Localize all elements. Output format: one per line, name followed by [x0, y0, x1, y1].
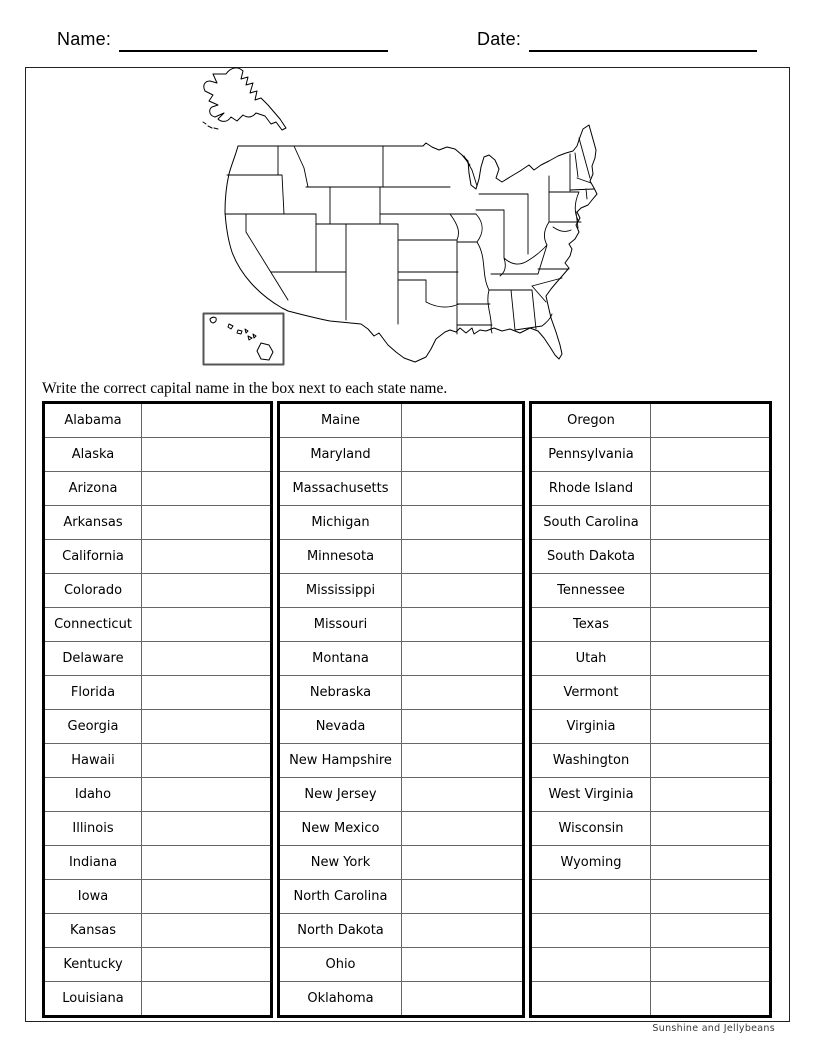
capital-answer-cell[interactable]	[402, 778, 524, 812]
capital-answer-cell[interactable]	[142, 642, 272, 676]
capital-answer-cell[interactable]	[142, 710, 272, 744]
hawaii-islands	[210, 317, 273, 360]
state-name-cell: Florida	[44, 676, 142, 710]
state-name-cell: Mississippi	[279, 574, 402, 608]
table-row	[279, 812, 524, 846]
state-borders	[225, 138, 594, 334]
capital-answer-cell[interactable]	[402, 914, 524, 948]
table-row	[279, 710, 524, 744]
alaska-outline	[204, 68, 286, 130]
table-row	[279, 846, 524, 880]
capital-answer-cell[interactable]	[402, 812, 524, 846]
table-row	[44, 948, 272, 982]
table-row	[44, 472, 272, 506]
state-name-cell: Hawaii	[44, 744, 142, 778]
capital-answer-cell[interactable]	[402, 608, 524, 642]
table-row	[531, 982, 771, 1017]
state-name-cell: North Dakota	[279, 914, 402, 948]
state-name-cell: Maryland	[279, 438, 402, 472]
state-name-cell: Arkansas	[44, 506, 142, 540]
capital-answer-cell[interactable]	[651, 438, 771, 472]
table-row	[279, 540, 524, 574]
state-name-cell: Missouri	[279, 608, 402, 642]
table-row	[44, 506, 272, 540]
state-name-cell: Oregon	[531, 403, 651, 438]
capital-answer-cell[interactable]	[651, 778, 771, 812]
table-row	[44, 982, 272, 1017]
name-blank-line[interactable]	[119, 26, 388, 52]
table-row	[279, 403, 524, 438]
state-name-cell: Utah	[531, 642, 651, 676]
states-capitals-table	[42, 401, 772, 1018]
aleutian-islands	[203, 122, 218, 129]
state-name-cell: Delaware	[44, 642, 142, 676]
table-row	[44, 540, 272, 574]
table-row	[44, 812, 272, 846]
table-row	[279, 948, 524, 982]
capital-answer-cell[interactable]	[402, 710, 524, 744]
table-column-3	[529, 401, 772, 1018]
table-row	[531, 608, 771, 642]
capital-answer-cell[interactable]	[142, 846, 272, 880]
table-row	[531, 812, 771, 846]
capital-answer-cell[interactable]	[402, 506, 524, 540]
credit-text: Sunshine and Jellybeans	[652, 1023, 775, 1034]
state-name-cell: California	[44, 540, 142, 574]
state-name-cell: South Carolina	[531, 506, 651, 540]
capital-answer-cell[interactable]	[651, 880, 771, 914]
table-row	[531, 710, 771, 744]
capital-answer-cell[interactable]	[651, 574, 771, 608]
capital-answer-cell[interactable]	[651, 540, 771, 574]
capital-answer-cell[interactable]	[651, 676, 771, 710]
capital-answer-cell[interactable]	[142, 778, 272, 812]
state-name-cell: Colorado	[44, 574, 142, 608]
table-row	[279, 880, 524, 914]
date-field	[477, 26, 757, 52]
table-row	[531, 506, 771, 540]
state-name-cell	[531, 982, 651, 1017]
table-row	[44, 676, 272, 710]
table-row	[531, 744, 771, 778]
capital-answer-cell[interactable]	[142, 744, 272, 778]
table-row	[279, 642, 524, 676]
table-row	[44, 710, 272, 744]
capital-answer-cell[interactable]	[651, 506, 771, 540]
capital-answer-cell[interactable]	[651, 982, 771, 1017]
table-column-2	[277, 401, 525, 1018]
table-row	[44, 438, 272, 472]
capital-answer-cell[interactable]	[651, 642, 771, 676]
capital-answer-cell[interactable]	[402, 982, 524, 1017]
table-row	[279, 472, 524, 506]
table-row	[531, 540, 771, 574]
state-name-cell: Alabama	[44, 403, 142, 438]
capital-answer-cell[interactable]	[402, 574, 524, 608]
capital-answer-cell[interactable]	[402, 676, 524, 710]
capital-answer-cell[interactable]	[402, 744, 524, 778]
state-name-cell: Pennsylvania	[531, 438, 651, 472]
state-name-cell: Nevada	[279, 710, 402, 744]
state-name-cell: Minnesota	[279, 540, 402, 574]
state-name-cell: Illinois	[44, 812, 142, 846]
capital-answer-cell[interactable]	[402, 948, 524, 982]
table-row	[44, 846, 272, 880]
state-name-cell: Oklahoma	[279, 982, 402, 1017]
state-name-cell: Maine	[279, 403, 402, 438]
state-name-cell: Massachusetts	[279, 472, 402, 506]
table-row	[531, 846, 771, 880]
state-name-cell: Connecticut	[44, 608, 142, 642]
state-name-cell: Vermont	[531, 676, 651, 710]
state-name-cell: Wisconsin	[531, 812, 651, 846]
capital-answer-cell[interactable]	[142, 403, 272, 438]
table-row	[279, 676, 524, 710]
table-row	[531, 914, 771, 948]
capital-answer-cell[interactable]	[651, 846, 771, 880]
state-name-cell: Washington	[531, 744, 651, 778]
capital-answer-cell[interactable]	[402, 472, 524, 506]
state-name-cell	[531, 948, 651, 982]
name-field	[57, 26, 388, 52]
name-label: Name:	[57, 29, 112, 49]
table-row	[279, 574, 524, 608]
state-name-cell: Alaska	[44, 438, 142, 472]
table-row	[44, 608, 272, 642]
table-column-1	[42, 401, 273, 1018]
state-name-cell: Idaho	[44, 778, 142, 812]
state-name-cell: New Hampshire	[279, 744, 402, 778]
table-row	[279, 914, 524, 948]
state-name-cell: Virginia	[531, 710, 651, 744]
capital-answer-cell[interactable]	[142, 812, 272, 846]
state-name-cell: Montana	[279, 642, 402, 676]
state-name-cell: Nebraska	[279, 676, 402, 710]
table-row	[279, 608, 524, 642]
table-row	[279, 778, 524, 812]
capital-answer-cell[interactable]	[402, 846, 524, 880]
table-row	[279, 982, 524, 1017]
capital-answer-cell[interactable]	[142, 982, 272, 1017]
capital-answer-cell[interactable]	[142, 438, 272, 472]
table-row	[279, 744, 524, 778]
capital-answer-cell[interactable]	[402, 880, 524, 914]
capital-answer-cell[interactable]	[142, 880, 272, 914]
state-name-cell: Indiana	[44, 846, 142, 880]
table-row	[531, 403, 771, 438]
state-name-cell: Tennessee	[531, 574, 651, 608]
capital-answer-cell[interactable]	[651, 472, 771, 506]
capital-answer-cell[interactable]	[142, 608, 272, 642]
us-map	[198, 62, 598, 368]
state-name-cell: Kansas	[44, 914, 142, 948]
state-name-cell: Louisiana	[44, 982, 142, 1017]
table-row	[44, 880, 272, 914]
state-name-cell: Ohio	[279, 948, 402, 982]
table-row	[44, 778, 272, 812]
state-name-cell: Rhode Island	[531, 472, 651, 506]
table-row	[531, 778, 771, 812]
table-row	[531, 438, 771, 472]
state-name-cell: South Dakota	[531, 540, 651, 574]
state-name-cell: Arizona	[44, 472, 142, 506]
date-label: Date:	[477, 29, 522, 49]
capital-answer-cell[interactable]	[402, 403, 524, 438]
capital-answer-cell[interactable]	[142, 540, 272, 574]
table-row	[531, 880, 771, 914]
table-row	[531, 472, 771, 506]
state-name-cell	[531, 880, 651, 914]
state-name-cell: New Jersey	[279, 778, 402, 812]
capital-answer-cell[interactable]	[402, 438, 524, 472]
capital-answer-cell[interactable]	[402, 642, 524, 676]
table-row	[531, 676, 771, 710]
state-name-cell: Kentucky	[44, 948, 142, 982]
state-name-cell: Iowa	[44, 880, 142, 914]
capital-answer-cell[interactable]	[402, 540, 524, 574]
capital-answer-cell[interactable]	[651, 812, 771, 846]
table-row	[44, 914, 272, 948]
state-name-cell: New York	[279, 846, 402, 880]
name-date-row	[0, 26, 816, 60]
table-row	[531, 574, 771, 608]
capital-answer-cell[interactable]	[651, 710, 771, 744]
table-row	[44, 744, 272, 778]
capital-answer-cell[interactable]	[651, 744, 771, 778]
capital-answer-cell[interactable]	[651, 608, 771, 642]
table-row	[279, 506, 524, 540]
table-row	[531, 948, 771, 982]
capital-answer-cell[interactable]	[142, 506, 272, 540]
capital-answer-cell[interactable]	[651, 948, 771, 982]
table-row	[279, 438, 524, 472]
capital-answer-cell[interactable]	[142, 914, 272, 948]
table-row	[44, 642, 272, 676]
instruction-text: Write the correct capital name in the box next to each state name.	[42, 380, 448, 397]
table-row	[531, 642, 771, 676]
state-name-cell: Michigan	[279, 506, 402, 540]
state-name-cell: West Virginia	[531, 778, 651, 812]
table-row	[44, 574, 272, 608]
capital-answer-cell[interactable]	[142, 472, 272, 506]
date-blank-line[interactable]	[529, 26, 757, 52]
capital-answer-cell[interactable]	[651, 914, 771, 948]
capital-answer-cell[interactable]	[142, 574, 272, 608]
state-name-cell: New Mexico	[279, 812, 402, 846]
state-name-cell: North Carolina	[279, 880, 402, 914]
state-name-cell: Wyoming	[531, 846, 651, 880]
state-name-cell	[531, 914, 651, 948]
capital-answer-cell[interactable]	[651, 403, 771, 438]
state-name-cell: Texas	[531, 608, 651, 642]
capital-answer-cell[interactable]	[142, 676, 272, 710]
state-name-cell: Georgia	[44, 710, 142, 744]
table-row	[44, 403, 272, 438]
capital-answer-cell[interactable]	[142, 948, 272, 982]
